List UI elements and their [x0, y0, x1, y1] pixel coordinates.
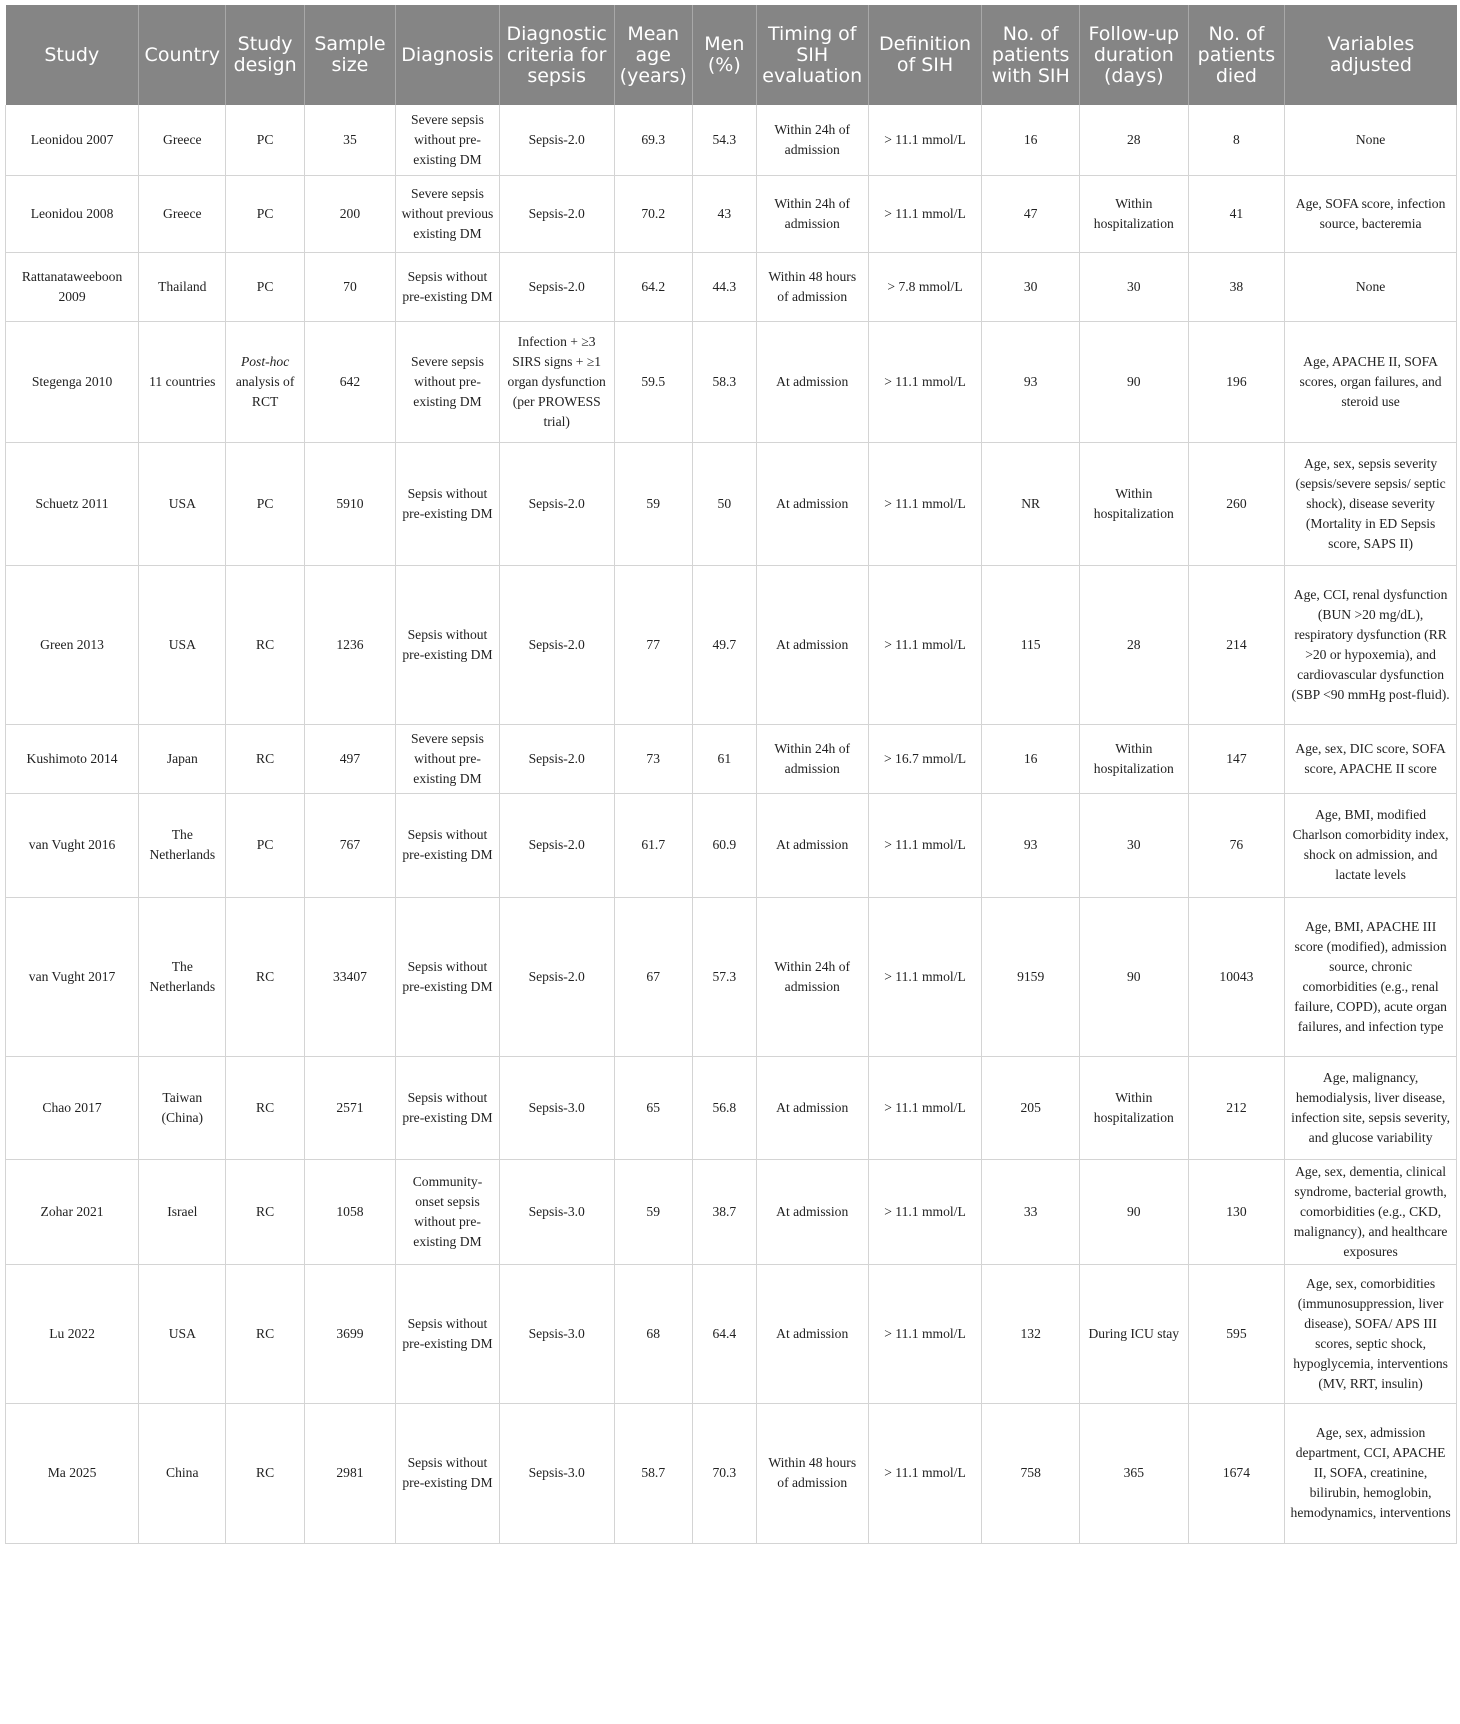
table-cell: > 11.1 mmol/L	[868, 565, 982, 724]
table-cell: Sepsis without pre-existing DM	[396, 897, 500, 1056]
table-cell: Post-hoc analysis of RCT	[226, 321, 304, 442]
table-row	[6, 724, 1457, 793]
table-cell: PC	[226, 252, 304, 321]
column-header: Diagnosis	[396, 5, 500, 105]
table-row	[6, 1403, 1457, 1543]
table-cell: 260	[1188, 442, 1285, 565]
table-cell: 65	[614, 1056, 692, 1159]
table-cell: At admission	[756, 793, 868, 897]
table-cell: Sepsis without pre-existing DM	[396, 442, 500, 565]
table-cell: 497	[304, 724, 395, 793]
column-header: Variables adjusted	[1285, 5, 1457, 105]
column-header: Men (%)	[692, 5, 756, 105]
table-cell: At admission	[756, 321, 868, 442]
table-cell: 77	[614, 565, 692, 724]
table-cell: Sepsis-2.0	[499, 897, 614, 1056]
table-cell: 50	[692, 442, 756, 565]
table-cell: Sepsis-2.0	[499, 175, 614, 252]
table-cell: 28	[1079, 105, 1188, 175]
table-cell: Within 24h of admission	[756, 175, 868, 252]
table-container	[5, 5, 1457, 1544]
table-cell: 64.4	[692, 1264, 756, 1403]
table-cell: Sepsis-3.0	[499, 1159, 614, 1264]
table-cell: Within 24h of admission	[756, 724, 868, 793]
table-cell: PC	[226, 105, 304, 175]
table-cell: 30	[982, 252, 1080, 321]
table-cell: 33	[982, 1159, 1080, 1264]
table-cell: 205	[982, 1056, 1080, 1159]
table-cell: Age, sex, admission department, CCI, APACHE II, SOFA, creatinine, bilirubin, hemoglobin, hemodynamics, interventions	[1285, 1403, 1457, 1543]
table-cell: > 11.1 mmol/L	[868, 793, 982, 897]
table-cell: van Vught 2016	[6, 793, 139, 897]
table-cell: 93	[982, 321, 1080, 442]
table-cell: Ma 2025	[6, 1403, 139, 1543]
table-cell: Sepsis without pre-existing DM	[396, 1264, 500, 1403]
table-cell: 90	[1079, 321, 1188, 442]
table-cell: At admission	[756, 1159, 868, 1264]
table-cell: RC	[226, 1159, 304, 1264]
table-cell: 68	[614, 1264, 692, 1403]
table-cell: 2571	[304, 1056, 395, 1159]
table-cell: 70.3	[692, 1403, 756, 1543]
table-cell: 212	[1188, 1056, 1285, 1159]
table-cell: 59.5	[614, 321, 692, 442]
column-header: Study design	[226, 5, 304, 105]
table-cell: 3699	[304, 1264, 395, 1403]
table-cell: 196	[1188, 321, 1285, 442]
table-cell: RC	[226, 1264, 304, 1403]
table-cell: > 11.1 mmol/L	[868, 175, 982, 252]
table-cell: 11 countries	[139, 321, 226, 442]
table-cell: 1236	[304, 565, 395, 724]
table-cell: 59	[614, 442, 692, 565]
table-cell: > 11.1 mmol/L	[868, 105, 982, 175]
table-cell: 49.7	[692, 565, 756, 724]
table-cell: > 11.1 mmol/L	[868, 321, 982, 442]
table-cell: Sepsis-2.0	[499, 565, 614, 724]
table-row	[6, 793, 1457, 897]
table-cell: Thailand	[139, 252, 226, 321]
table-cell: Age, sex, dementia, clinical syndrome, bacterial growth, comorbidities (e.g., CKD, malignancy), and healthcare exposures	[1285, 1159, 1457, 1264]
table-cell: 365	[1079, 1403, 1188, 1543]
table-row	[6, 105, 1457, 175]
table-row	[6, 252, 1457, 321]
table-cell: > 11.1 mmol/L	[868, 1403, 982, 1543]
table-cell: 70	[304, 252, 395, 321]
table-row	[6, 321, 1457, 442]
table-cell: Within hospitalization	[1079, 724, 1188, 793]
table-cell: At admission	[756, 442, 868, 565]
table-cell: RC	[226, 565, 304, 724]
table-cell: 61	[692, 724, 756, 793]
column-header: Definition of SIH	[868, 5, 982, 105]
table-cell: Sepsis-2.0	[499, 442, 614, 565]
table-cell: Japan	[139, 724, 226, 793]
studies-table	[5, 5, 1457, 1544]
table-cell: > 11.1 mmol/L	[868, 1159, 982, 1264]
table-cell: Kushimoto 2014	[6, 724, 139, 793]
table-row	[6, 175, 1457, 252]
table-cell: 43	[692, 175, 756, 252]
table-cell: Sepsis without pre-existing DM	[396, 793, 500, 897]
table-cell: Within hospitalization	[1079, 175, 1188, 252]
table-cell: > 11.1 mmol/L	[868, 897, 982, 1056]
table-cell: van Vught 2017	[6, 897, 139, 1056]
table-row	[6, 565, 1457, 724]
table-cell: Age, APACHE II, SOFA scores, organ failures, and steroid use	[1285, 321, 1457, 442]
table-cell: 41	[1188, 175, 1285, 252]
column-header: No. of patients died	[1188, 5, 1285, 105]
table-cell: 10043	[1188, 897, 1285, 1056]
table-cell: 5910	[304, 442, 395, 565]
table-cell: 61.7	[614, 793, 692, 897]
table-cell: 90	[1079, 1159, 1188, 1264]
column-header: Mean age (years)	[614, 5, 692, 105]
table-cell: Sepsis-2.0	[499, 724, 614, 793]
table-cell: 58.7	[614, 1403, 692, 1543]
table-cell: Lu 2022	[6, 1264, 139, 1403]
table-cell: Age, BMI, APACHE III score (modified), admission source, chronic comorbidities (e.g., renal failure, COPD), acute organ failures, and infection type	[1285, 897, 1457, 1056]
table-cell: Taiwan (China)	[139, 1056, 226, 1159]
table-cell: 595	[1188, 1264, 1285, 1403]
column-header: Study	[6, 5, 139, 105]
table-cell: None	[1285, 252, 1457, 321]
table-cell: RC	[226, 1056, 304, 1159]
table-cell: 132	[982, 1264, 1080, 1403]
table-cell: At admission	[756, 565, 868, 724]
table-cell: Severe sepsis without pre-existing DM	[396, 321, 500, 442]
table-cell: Sepsis without pre-existing DM	[396, 1403, 500, 1543]
table-cell: 76	[1188, 793, 1285, 897]
table-cell: 44.3	[692, 252, 756, 321]
table-cell: 47	[982, 175, 1080, 252]
table-cell: Stegenga 2010	[6, 321, 139, 442]
table-cell: USA	[139, 442, 226, 565]
table-cell: Greece	[139, 105, 226, 175]
table-cell: > 16.7 mmol/L	[868, 724, 982, 793]
table-cell: 67	[614, 897, 692, 1056]
table-cell: Severe sepsis without pre-existing DM	[396, 724, 500, 793]
table-cell: 93	[982, 793, 1080, 897]
table-cell: Age, sex, DIC score, SOFA score, APACHE II score	[1285, 724, 1457, 793]
table-cell: Age, sex, sepsis severity (sepsis/severe sepsis/ septic shock), disease severity (Mortality in ED Sepsis score, SAPS II)	[1285, 442, 1457, 565]
table-cell: Within hospitalization	[1079, 442, 1188, 565]
column-header: Country	[139, 5, 226, 105]
table-cell: 73	[614, 724, 692, 793]
table-cell: 147	[1188, 724, 1285, 793]
table-cell: 54.3	[692, 105, 756, 175]
table-cell: Within 48 hours of admission	[756, 252, 868, 321]
table-cell: 758	[982, 1403, 1080, 1543]
table-cell: Leonidou 2007	[6, 105, 139, 175]
table-cell: 69.3	[614, 105, 692, 175]
table-cell: NR	[982, 442, 1080, 565]
table-cell: Within hospitalization	[1079, 1056, 1188, 1159]
table-cell: During ICU stay	[1079, 1264, 1188, 1403]
table-cell: 130	[1188, 1159, 1285, 1264]
table-cell: Chao 2017	[6, 1056, 139, 1159]
table-cell: Sepsis-2.0	[499, 252, 614, 321]
table-cell: Sepsis without pre-existing DM	[396, 565, 500, 724]
table-cell: USA	[139, 1264, 226, 1403]
table-cell: Sepsis-3.0	[499, 1264, 614, 1403]
table-cell: 8	[1188, 105, 1285, 175]
table-row	[6, 897, 1457, 1056]
table-cell: RC	[226, 1403, 304, 1543]
table-cell: PC	[226, 793, 304, 897]
table-cell: Within 24h of admission	[756, 105, 868, 175]
table-cell: Age, malignancy, hemodialysis, liver disease, infection site, sepsis severity, and glucose variability	[1285, 1056, 1457, 1159]
table-cell: USA	[139, 565, 226, 724]
table-cell: Age, sex, comorbidities (immunosuppression, liver disease), SOFA/ APS III scores, septic shock, hypoglycemia, interventions (MV, RRT, insulin)	[1285, 1264, 1457, 1403]
table-cell: 57.3	[692, 897, 756, 1056]
table-cell: Severe sepsis without pre-existing DM	[396, 105, 500, 175]
table-cell: Sepsis-2.0	[499, 105, 614, 175]
table-cell: At admission	[756, 1056, 868, 1159]
table-cell: > 11.1 mmol/L	[868, 1264, 982, 1403]
table-cell: Sepsis-2.0	[499, 793, 614, 897]
table-cell: Zohar 2021	[6, 1159, 139, 1264]
table-cell: Severe sepsis without previous existing DM	[396, 175, 500, 252]
table-cell: 70.2	[614, 175, 692, 252]
table-cell: RC	[226, 724, 304, 793]
table-cell: At admission	[756, 1264, 868, 1403]
table-cell: 28	[1079, 565, 1188, 724]
table-cell: Infection + ≥3 SIRS signs + ≥1 organ dysfunction (per PROWESS trial)	[499, 321, 614, 442]
table-cell: The Netherlands	[139, 897, 226, 1056]
table-cell: 30	[1079, 252, 1188, 321]
table-row	[6, 442, 1457, 565]
table-cell: 56.8	[692, 1056, 756, 1159]
table-cell: RC	[226, 897, 304, 1056]
table-cell: Sepsis without pre-existing DM	[396, 1056, 500, 1159]
table-cell: 2981	[304, 1403, 395, 1543]
table-cell: 642	[304, 321, 395, 442]
table-cell: 200	[304, 175, 395, 252]
table-cell: > 11.1 mmol/L	[868, 1056, 982, 1159]
table-cell: Sepsis-3.0	[499, 1056, 614, 1159]
table-cell: 16	[982, 105, 1080, 175]
table-cell: Within 24h of admission	[756, 897, 868, 1056]
table-cell: 90	[1079, 897, 1188, 1056]
column-header: Sample size	[304, 5, 395, 105]
table-cell: PC	[226, 442, 304, 565]
table-cell: Green 2013	[6, 565, 139, 724]
table-cell: 38	[1188, 252, 1285, 321]
table-row	[6, 1264, 1457, 1403]
table-cell: Leonidou 2008	[6, 175, 139, 252]
column-header: No. of patients with SIH	[982, 5, 1080, 105]
table-cell: PC	[226, 175, 304, 252]
table-cell: China	[139, 1403, 226, 1543]
table-cell: None	[1285, 105, 1457, 175]
table-cell: 38.7	[692, 1159, 756, 1264]
column-header: Timing of SIH evaluation	[756, 5, 868, 105]
table-cell: Within 48 hours of admission	[756, 1403, 868, 1543]
table-cell: 9159	[982, 897, 1080, 1056]
table-cell: Israel	[139, 1159, 226, 1264]
table-cell: 214	[1188, 565, 1285, 724]
table-cell: 30	[1079, 793, 1188, 897]
table-cell: 16	[982, 724, 1080, 793]
table-cell: 64.2	[614, 252, 692, 321]
column-header: Follow-up duration (days)	[1079, 5, 1188, 105]
table-cell: Community-onset sepsis without pre-existing DM	[396, 1159, 500, 1264]
table-cell: Sepsis-3.0	[499, 1403, 614, 1543]
table-cell: > 7.8 mmol/L	[868, 252, 982, 321]
table-cell: 35	[304, 105, 395, 175]
italic-term: Post-hoc	[240, 353, 290, 369]
table-row	[6, 1056, 1457, 1159]
table-cell: 1058	[304, 1159, 395, 1264]
column-header: Diagnostic criteria for sepsis	[499, 5, 614, 105]
table-cell: Greece	[139, 175, 226, 252]
table-cell: Rattanataweeboon 2009	[6, 252, 139, 321]
table-cell: Schuetz 2011	[6, 442, 139, 565]
table-row	[6, 1159, 1457, 1264]
table-cell: 58.3	[692, 321, 756, 442]
table-cell: 1674	[1188, 1403, 1285, 1543]
table-cell: The Netherlands	[139, 793, 226, 897]
table-cell: 59	[614, 1159, 692, 1264]
table-cell: 115	[982, 565, 1080, 724]
table-cell: Age, BMI, modified Charlson comorbidity index, shock on admission, and lactate levels	[1285, 793, 1457, 897]
table-cell: 33407	[304, 897, 395, 1056]
table-cell: Sepsis without pre-existing DM	[396, 252, 500, 321]
table-header-row	[6, 5, 1457, 105]
table-cell: Age, CCI, renal dysfunction (BUN >20 mg/dL), respiratory dysfunction (RR >20 or hypoxemia), and cardiovascular dysfunction (SBP <90 mmHg post-fluid).	[1285, 565, 1457, 724]
table-cell: 767	[304, 793, 395, 897]
table-cell: 60.9	[692, 793, 756, 897]
table-cell: > 11.1 mmol/L	[868, 442, 982, 565]
table-cell: Age, SOFA score, infection source, bacteremia	[1285, 175, 1457, 252]
